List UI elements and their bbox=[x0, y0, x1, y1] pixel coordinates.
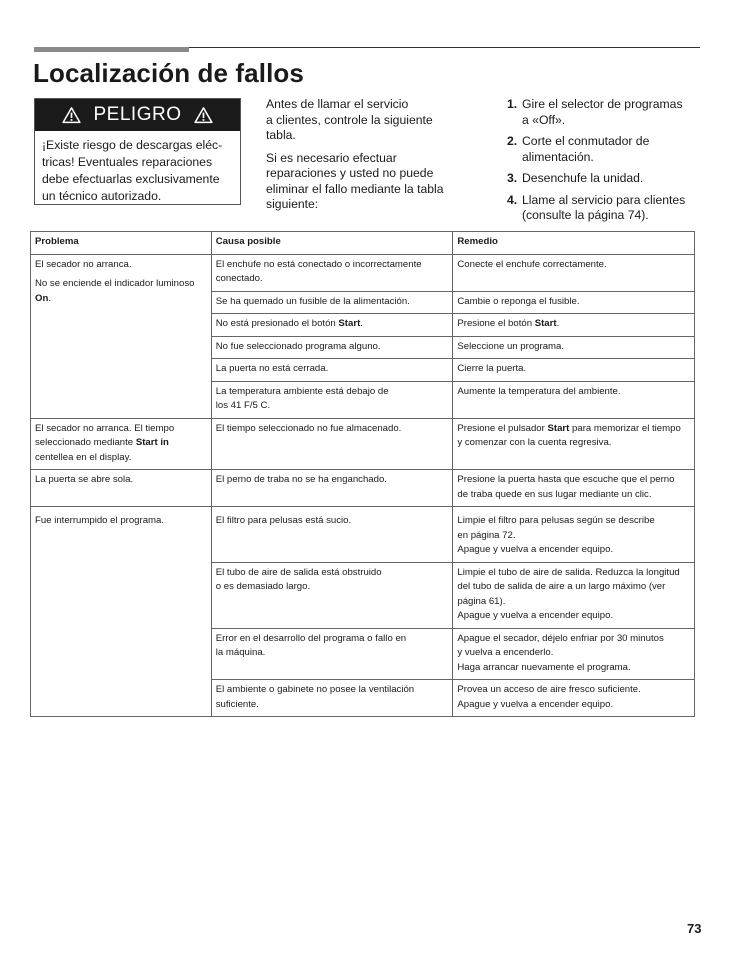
step-text: Corte el conmutador de alimentación. bbox=[522, 134, 650, 164]
remedy-cell: Provea un acceso de aire fresco suficiente. Apague y vuelva a encender equipo. bbox=[453, 680, 695, 717]
remedy-cell: Apague el secador, déjelo enfriar por 30 minutos y vuelva a encenderlo. Haga arrancar nuevamente el programa. bbox=[453, 628, 695, 680]
cause-cell: El ambiente o gabinete no posee la ventilación suficiente. bbox=[211, 680, 453, 717]
danger-text: ¡Existe riesgo de descargas eléc- tricas! Eventuales reparaciones debe efectuarlas exclusivamente un técnico autorizado. bbox=[42, 138, 223, 203]
remedy-cell: Limpie el filtro para pelusas según se describe en página 72. Apague y vuelva a encender equipo. bbox=[453, 507, 695, 563]
remedy-cell: Cierre la puerta. bbox=[453, 359, 695, 382]
cause-cell: El perno de traba no se ha enganchado. bbox=[211, 470, 453, 507]
problem-cell: El secador no arranca. El tiempo seleccionado mediante Start in centellea en el display. bbox=[31, 418, 212, 470]
step-text: Llame al servicio para clientes (consulte la página 74). bbox=[522, 192, 686, 222]
intro-paragraph: Antes de llamar el servicio a clientes, controle la siguiente tabla. bbox=[266, 97, 433, 142]
header-accent-bar bbox=[34, 47, 189, 52]
step-number: 1. bbox=[507, 97, 518, 111]
remedy-cell: Limpie el tubo de aire de salida. Reduzca la longitud del tubo de salida de aire a un largo máximo (ver página 61). Apague y vuelva a encender equipo. bbox=[453, 562, 695, 628]
step-text: Desenchufe la unidad. bbox=[522, 171, 644, 185]
cause-cell: El filtro para pelusas está sucio. bbox=[211, 507, 453, 563]
remedy-cell: Presione el pulsador Start para memorizar el tiempo y comenzar con la cuenta regresiva. bbox=[453, 418, 695, 470]
step-item bbox=[507, 97, 707, 128]
danger-header bbox=[35, 99, 240, 131]
problem-cell: Fue interrumpido el programa. bbox=[31, 507, 212, 717]
problem-cell bbox=[31, 254, 212, 418]
troubleshooting-table bbox=[30, 231, 695, 717]
step-item bbox=[507, 193, 707, 224]
cause-cell: La temperatura ambiente está debajo de los 41 F/5 C. bbox=[211, 381, 453, 418]
step-number: 3. bbox=[507, 171, 518, 185]
warning-triangle-icon bbox=[62, 106, 81, 124]
danger-heading: PELIGRO bbox=[93, 104, 182, 125]
intro-text bbox=[266, 97, 461, 220]
table-row bbox=[31, 470, 695, 507]
steps-list bbox=[507, 97, 707, 230]
table-row bbox=[31, 418, 695, 470]
cause-cell: No está presionado el botón Start. bbox=[211, 314, 453, 337]
table-header-row bbox=[31, 232, 695, 255]
cause-cell: La puerta no está cerrada. bbox=[211, 359, 453, 382]
problem-text: El secador no arranca. bbox=[35, 258, 132, 270]
cause-cell: Se ha quemado un fusible de la alimentación. bbox=[211, 291, 453, 314]
intro-paragraph: Si es necesario efectuar reparaciones y usted no puede eliminar el fallo mediante la tabla siguiente: bbox=[266, 150, 444, 211]
cause-cell: El tubo de aire de salida está obstruido o es demasiado largo. bbox=[211, 562, 453, 628]
danger-warning-box bbox=[34, 98, 241, 205]
cause-cell: El tiempo seleccionado no fue almacenado. bbox=[211, 418, 453, 470]
remedy-cell: Aumente la temperatura del ambiente. bbox=[453, 381, 695, 418]
warning-triangle-icon bbox=[194, 106, 213, 124]
step-number: 2. bbox=[507, 134, 518, 148]
step-item bbox=[507, 134, 707, 165]
remedy-cell: Cambie o reponga el fusible. bbox=[453, 291, 695, 314]
column-header-cause: Causa posible bbox=[211, 232, 453, 255]
column-header-remedy: Remedio bbox=[453, 232, 695, 255]
cause-cell: Error en el desarrollo del programa o fallo en la máquina. bbox=[211, 628, 453, 680]
remedy-cell: Conecte el enchufe correctamente. bbox=[453, 254, 695, 291]
table-row bbox=[31, 507, 695, 563]
cause-cell: El enchufe no está conectado o incorrectamente conectado. bbox=[211, 254, 453, 291]
step-text: Gire el selector de programas a «Off». bbox=[522, 97, 683, 127]
problem-cell: La puerta se abre sola. bbox=[31, 470, 212, 507]
step-number: 4. bbox=[507, 192, 518, 207]
problem-subtext: No se enciende el indicador luminoso On. bbox=[35, 278, 195, 304]
remedy-cell: Presione el botón Start. bbox=[453, 314, 695, 337]
table-row bbox=[31, 254, 695, 291]
page-title: Localización de fallos bbox=[33, 58, 304, 88]
page-number: 73 bbox=[687, 921, 702, 936]
remedy-cell: Seleccione un programa. bbox=[453, 336, 695, 359]
step-item bbox=[507, 171, 707, 187]
cause-cell: No fue seleccionado programa alguno. bbox=[211, 336, 453, 359]
column-header-problem: Problema bbox=[31, 232, 212, 255]
remedy-cell: Presione la puerta hasta que escuche que el perno de traba quede en sus lugar mediante un clic. bbox=[453, 470, 695, 507]
